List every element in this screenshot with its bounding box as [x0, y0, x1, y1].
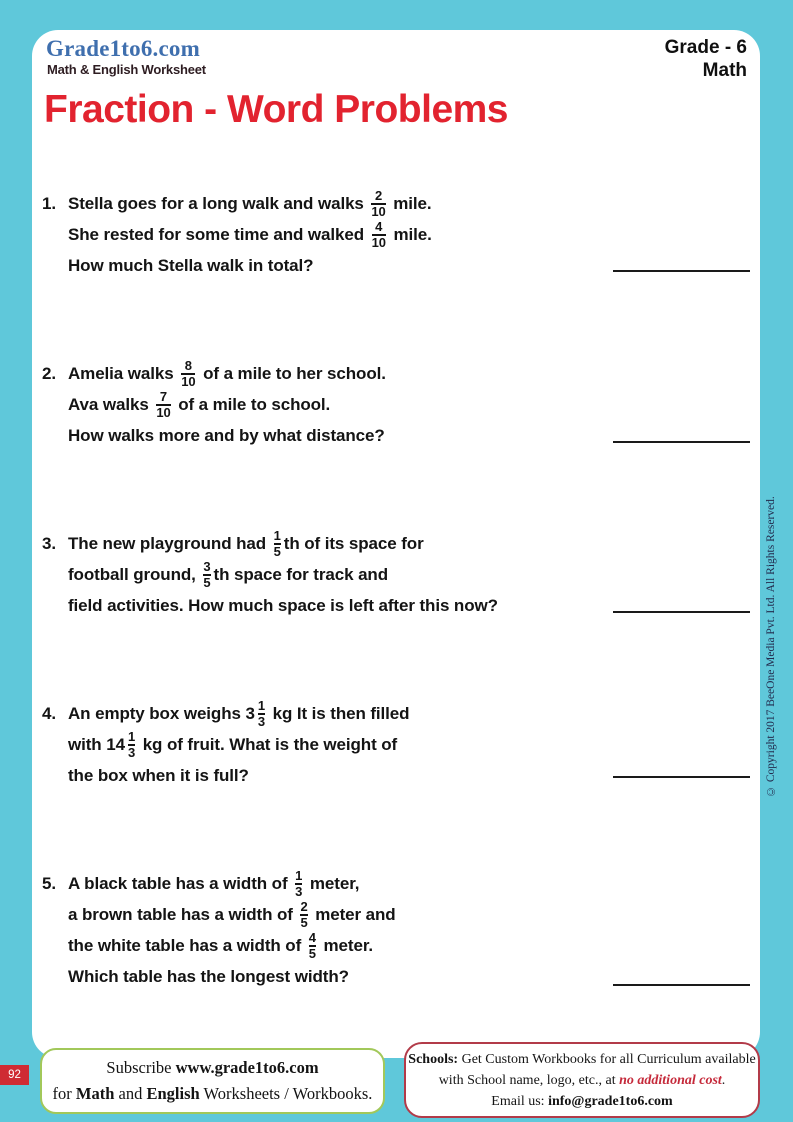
problem-line: [42, 219, 432, 250]
problem-line: [42, 389, 386, 420]
text-segment: A black table has a width of: [68, 873, 293, 893]
fraction: $\frac{4}{5}$: [308, 929, 316, 961]
fraction: $\frac{4}{10}$: [371, 218, 386, 250]
problem-number: 5.: [42, 873, 56, 893]
text-segment: no additional cost: [619, 1072, 722, 1088]
text-segment: the white table has a width of: [68, 935, 306, 955]
problem-line: [42, 729, 409, 760]
text-segment: Math: [75, 1084, 115, 1103]
text-segment: Schools:: [408, 1051, 459, 1067]
text-segment: Email us:: [491, 1093, 549, 1109]
text-segment: meter.: [318, 935, 374, 955]
text-segment: field activities. How much space is left after this now?: [68, 595, 498, 615]
problem-line: [42, 420, 386, 451]
page-title: Fraction - Word Problems: [44, 88, 508, 131]
text-segment: An empty box weighs 3: [68, 703, 255, 723]
problem-line: [42, 698, 409, 729]
text-segment: a brown table has a width of: [68, 904, 298, 924]
text-segment: She rested for some time and walked: [68, 224, 369, 244]
problem-line: [42, 930, 396, 961]
problem-line: [42, 899, 396, 930]
problem-number: 3.: [42, 533, 56, 553]
subscribe-line: [42, 1081, 383, 1107]
site-logo: Grade1to6.com: [46, 36, 200, 61]
problem-line: [42, 868, 396, 899]
text-segment: and: [114, 1084, 147, 1103]
text-segment: the box when it is full?: [68, 765, 249, 785]
text-segment: th space for track and: [213, 564, 388, 584]
text-segment: mile.: [388, 224, 432, 244]
text-segment: meter,: [305, 873, 360, 893]
subscribe-line: [42, 1055, 383, 1081]
problem-number: 1.: [42, 193, 56, 213]
fraction: $\frac{8}{10}$: [181, 357, 196, 389]
text-segment: with School name, logo, etc., at: [438, 1072, 620, 1088]
problem-1: [42, 188, 432, 281]
text-segment: The new playground had: [68, 533, 271, 553]
grade-line: Grade - 6: [664, 37, 747, 58]
fraction: $\frac{2}{10}$: [371, 187, 386, 219]
schools-line: [406, 1091, 758, 1112]
problem-line: [42, 528, 498, 559]
text-segment: kg of fruit. What is the weight of: [138, 734, 398, 754]
text-segment: www.grade1to6.com: [175, 1058, 319, 1078]
problem-line: [42, 250, 432, 281]
fraction: $\frac{1}{3}$: [257, 697, 265, 729]
text-segment: mile.: [388, 193, 432, 213]
grade-label: [665, 36, 747, 82]
text-segment: for: [52, 1084, 76, 1103]
text-segment: meter and: [310, 904, 396, 924]
text-segment: th of its space for: [283, 533, 424, 553]
text-segment: Ava walks: [68, 394, 154, 414]
answer-blank-1: [613, 270, 750, 272]
text-segment: Stella goes for a long walk and walks: [68, 193, 369, 213]
subject-line: Math: [702, 60, 747, 81]
text-segment: .: [721, 1072, 726, 1088]
schools-line: [406, 1049, 758, 1070]
problem-line: [42, 559, 498, 590]
problem-line: [42, 590, 498, 621]
fraction: $\frac{1}{3}$: [295, 867, 303, 899]
page-number-badge: 92: [0, 1065, 29, 1085]
text-segment: Get Custom Workbooks for all Curriculum available: [458, 1051, 756, 1067]
copyright-vertical-text: © Copyright 2017 BeeOne Media Pvt. Ltd. All Rights Reserved.: [765, 496, 777, 798]
problem-line: [42, 358, 386, 389]
schools-box: [404, 1042, 760, 1118]
text-segment: English: [146, 1084, 200, 1103]
site-logo-subtitle: Math & English Worksheet: [47, 62, 206, 77]
fraction: $\frac{2}{5}$: [300, 898, 308, 930]
schools-line: [406, 1070, 758, 1091]
text-segment: football ground,: [68, 564, 201, 584]
problem-number: 4.: [42, 703, 56, 723]
answer-blank-4: [613, 776, 750, 778]
text-segment: Worksheets / Workbooks.: [199, 1084, 373, 1103]
text-segment: Amelia walks: [68, 363, 179, 383]
problem-line: [42, 188, 432, 219]
text-segment: How walks more and by what distance?: [68, 425, 385, 445]
fraction: $\frac{3}{5}$: [203, 558, 211, 590]
text-segment: info@grade1to6.com: [548, 1093, 673, 1109]
text-segment: Which table has the longest width?: [68, 966, 349, 986]
fraction: $\frac{1}{5}$: [273, 527, 281, 559]
fraction: $\frac{1}{3}$: [127, 728, 136, 760]
answer-blank-3: [613, 611, 750, 613]
problem-5: [42, 868, 396, 992]
answer-blank-5: [613, 984, 750, 986]
problem-line: [42, 961, 396, 992]
answer-blank-2: [613, 441, 750, 443]
text-segment: of a mile to her school.: [198, 363, 386, 383]
text-segment: How much Stella walk in total?: [68, 255, 314, 275]
text-segment: kg It is then filled: [267, 703, 410, 723]
problem-2: [42, 358, 386, 451]
fraction: $\frac{7}{10}$: [156, 388, 171, 420]
problem-number: 2.: [42, 363, 56, 383]
subscribe-box: [40, 1048, 385, 1114]
problem-3: [42, 528, 498, 621]
text-segment: Subscribe: [106, 1058, 176, 1078]
problem-4: [42, 698, 409, 791]
text-segment: with 14: [68, 734, 125, 754]
problem-line: [42, 760, 409, 791]
text-segment: of a mile to school.: [173, 394, 331, 414]
